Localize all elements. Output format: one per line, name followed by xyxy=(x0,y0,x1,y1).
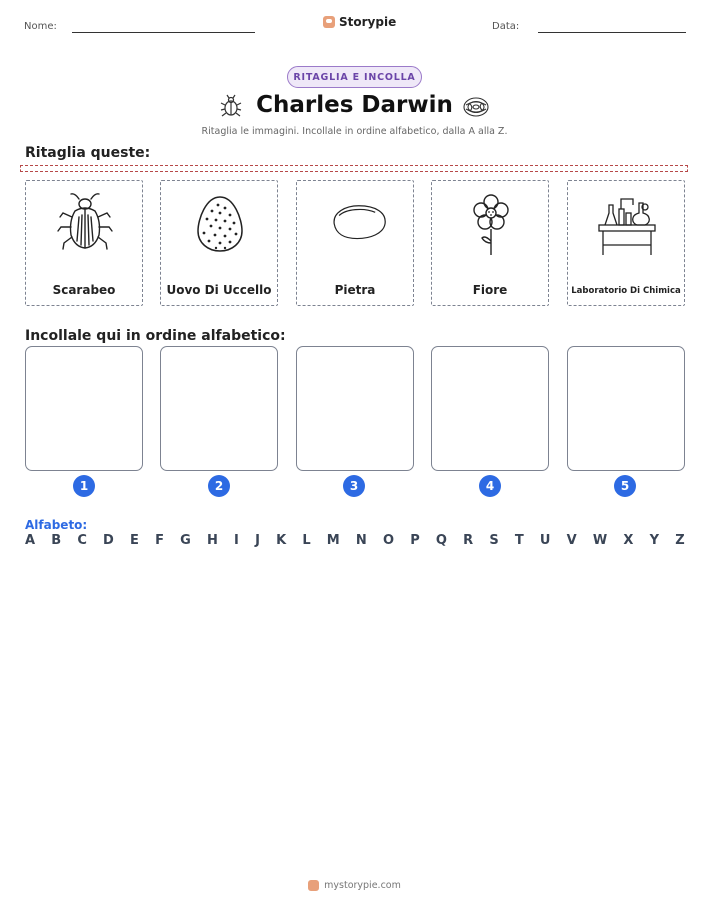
letter: S xyxy=(489,533,499,548)
letter: Q xyxy=(435,533,447,548)
date-line xyxy=(538,32,686,33)
title-nest-icon xyxy=(462,95,490,119)
brand-name: Storypie xyxy=(339,15,397,29)
letter: T xyxy=(514,533,524,548)
letter: G xyxy=(180,533,191,548)
letter: K xyxy=(276,533,287,548)
letter: D xyxy=(103,533,114,548)
cut-section-title: Ritaglia queste: xyxy=(25,145,151,161)
cut-card-flower[interactable] xyxy=(431,180,549,306)
letter: J xyxy=(255,533,260,548)
alphabet-row xyxy=(25,533,685,548)
paste-slot-2[interactable] xyxy=(160,346,278,471)
date-label: Data: xyxy=(492,21,520,32)
letter: V xyxy=(566,533,577,548)
letter: X xyxy=(623,533,634,548)
cut-card-chemistry-lab[interactable] xyxy=(567,180,685,306)
letter: R xyxy=(463,533,474,548)
letter: I xyxy=(234,533,239,548)
letter: N xyxy=(355,533,367,548)
name-label: Nome: xyxy=(24,21,57,32)
paste-section-title: Incollale qui in ordine alfabetico: xyxy=(25,328,286,344)
paste-slot-4[interactable] xyxy=(431,346,549,471)
bird-egg-icon xyxy=(190,191,250,255)
letter: Z xyxy=(675,533,685,548)
paste-slot-3[interactable] xyxy=(296,346,414,471)
cut-card-bird-egg[interactable] xyxy=(160,180,278,306)
letter: M xyxy=(326,533,340,548)
stone-icon xyxy=(317,191,395,255)
slot-number-1: 1 xyxy=(73,475,95,497)
letter: H xyxy=(206,533,218,548)
slot-number-5: 5 xyxy=(614,475,636,497)
cut-card-beetle[interactable] xyxy=(25,180,143,306)
slot-number-2: 2 xyxy=(208,475,230,497)
slot-number-4: 4 xyxy=(479,475,501,497)
card-label: Laboratorio Di Chimica xyxy=(571,286,681,296)
page-title: Charles Darwin xyxy=(256,92,453,118)
brand-logo xyxy=(323,15,396,29)
card-label: Uovo Di Uccello xyxy=(166,283,272,297)
name-line xyxy=(72,32,255,33)
cut-card-stone[interactable] xyxy=(296,180,414,306)
letter: Y xyxy=(649,533,660,548)
letter: U xyxy=(539,533,551,548)
footer xyxy=(0,880,709,891)
footer-url[interactable]: mystorypie.com xyxy=(324,880,401,891)
letter: O xyxy=(382,533,395,548)
letter: C xyxy=(77,533,87,548)
card-label: Scarabeo xyxy=(52,283,116,297)
letter: W xyxy=(592,533,608,548)
storypie-logo-icon xyxy=(323,16,335,28)
letter: B xyxy=(51,533,62,548)
letter: L xyxy=(302,533,311,548)
storypie-logo-icon xyxy=(308,880,319,891)
alphabet-title: Alfabeto: xyxy=(25,518,88,532)
letter: F xyxy=(155,533,164,548)
letter: P xyxy=(410,533,420,548)
activity-badge: RITAGLIA E INCOLLA xyxy=(287,66,422,88)
letter: A xyxy=(25,533,36,548)
slot-number-3: 3 xyxy=(343,475,365,497)
chemistry-lab-icon xyxy=(597,191,657,255)
card-label: Pietra xyxy=(334,283,376,297)
beetle-icon xyxy=(55,191,115,255)
instructions: Ritaglia le immagini. Incollale in ordine alfabetico, dalla A alla Z. xyxy=(201,126,508,137)
paste-slot-1[interactable] xyxy=(25,346,143,471)
paste-slot-5[interactable] xyxy=(567,346,685,471)
cut-line xyxy=(20,165,688,172)
flower-icon xyxy=(461,191,521,255)
letter: E xyxy=(130,533,139,548)
card-label: Fiore xyxy=(472,283,508,297)
